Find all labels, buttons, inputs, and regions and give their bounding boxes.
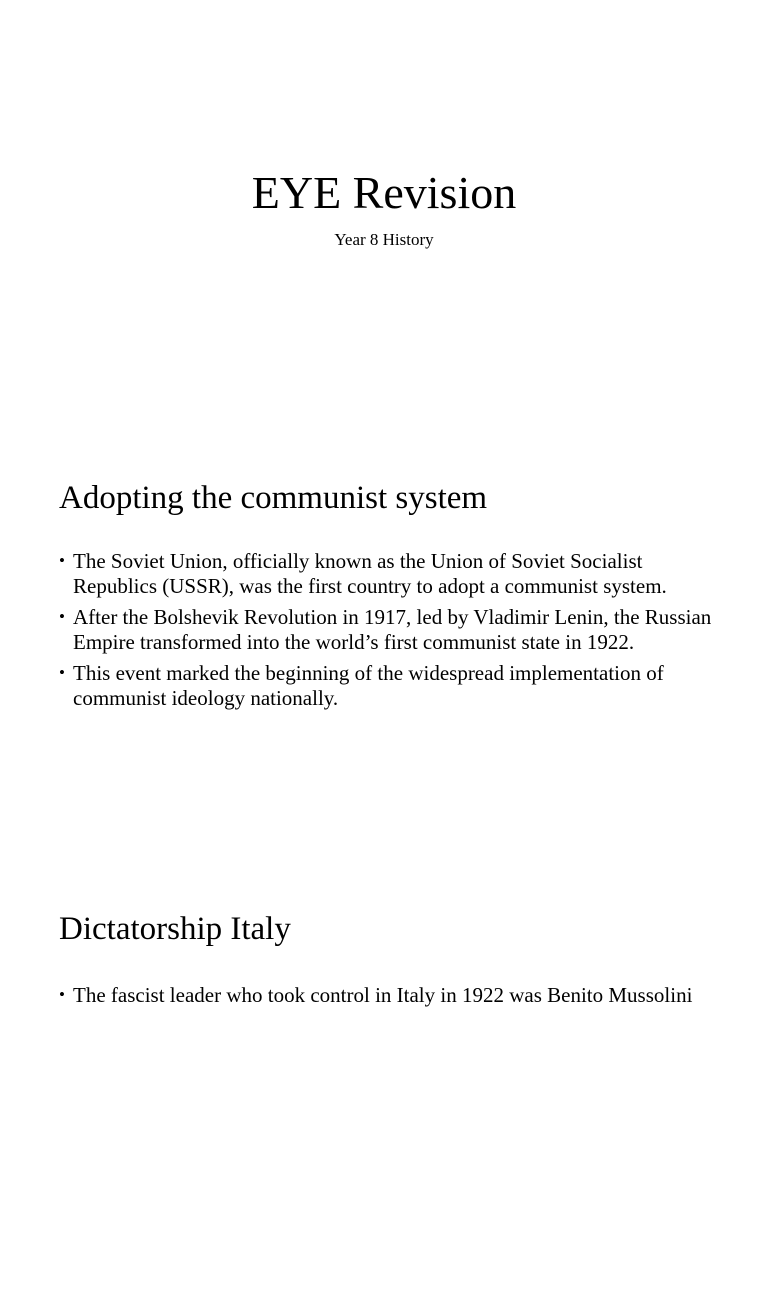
bullet-list	[59, 983, 719, 1015]
bullet-item	[59, 661, 719, 710]
slide-communist-system	[0, 432, 768, 864]
presentation-title: EYE Revision	[251, 167, 517, 218]
bullet-marker: •	[59, 551, 65, 570]
slide-dictatorship-italy	[0, 864, 768, 1296]
bullet-list	[59, 549, 719, 717]
title-slide	[0, 0, 768, 432]
bullet-text: After the Bolshevik Revolution in 1917, led by Vladimir Lenin, the Russian Empire transformed into the world’s first communist state in 1922.	[73, 605, 712, 654]
presentation-subtitle: Year 8 History	[334, 230, 434, 249]
bullet-item	[59, 605, 719, 654]
bullet-text: This event marked the beginning of the widespread implementation of communist ideology nationally.	[73, 661, 664, 710]
bullet-marker: •	[59, 985, 65, 1004]
bullet-text: The fascist leader who took control in Italy in 1922 was Benito Mussolini	[73, 983, 693, 1007]
bullet-marker: •	[59, 663, 65, 682]
bullet-marker: •	[59, 607, 65, 626]
slide-heading: Adopting the communist system	[59, 480, 488, 516]
bullet-item	[59, 983, 719, 1008]
slide-heading: Dictatorship Italy	[59, 911, 291, 947]
bullet-text: The Soviet Union, officially known as the Union of Soviet Socialist Republics (USSR), was the first country to adopt a communist system.	[73, 549, 667, 598]
bullet-item	[59, 549, 719, 598]
